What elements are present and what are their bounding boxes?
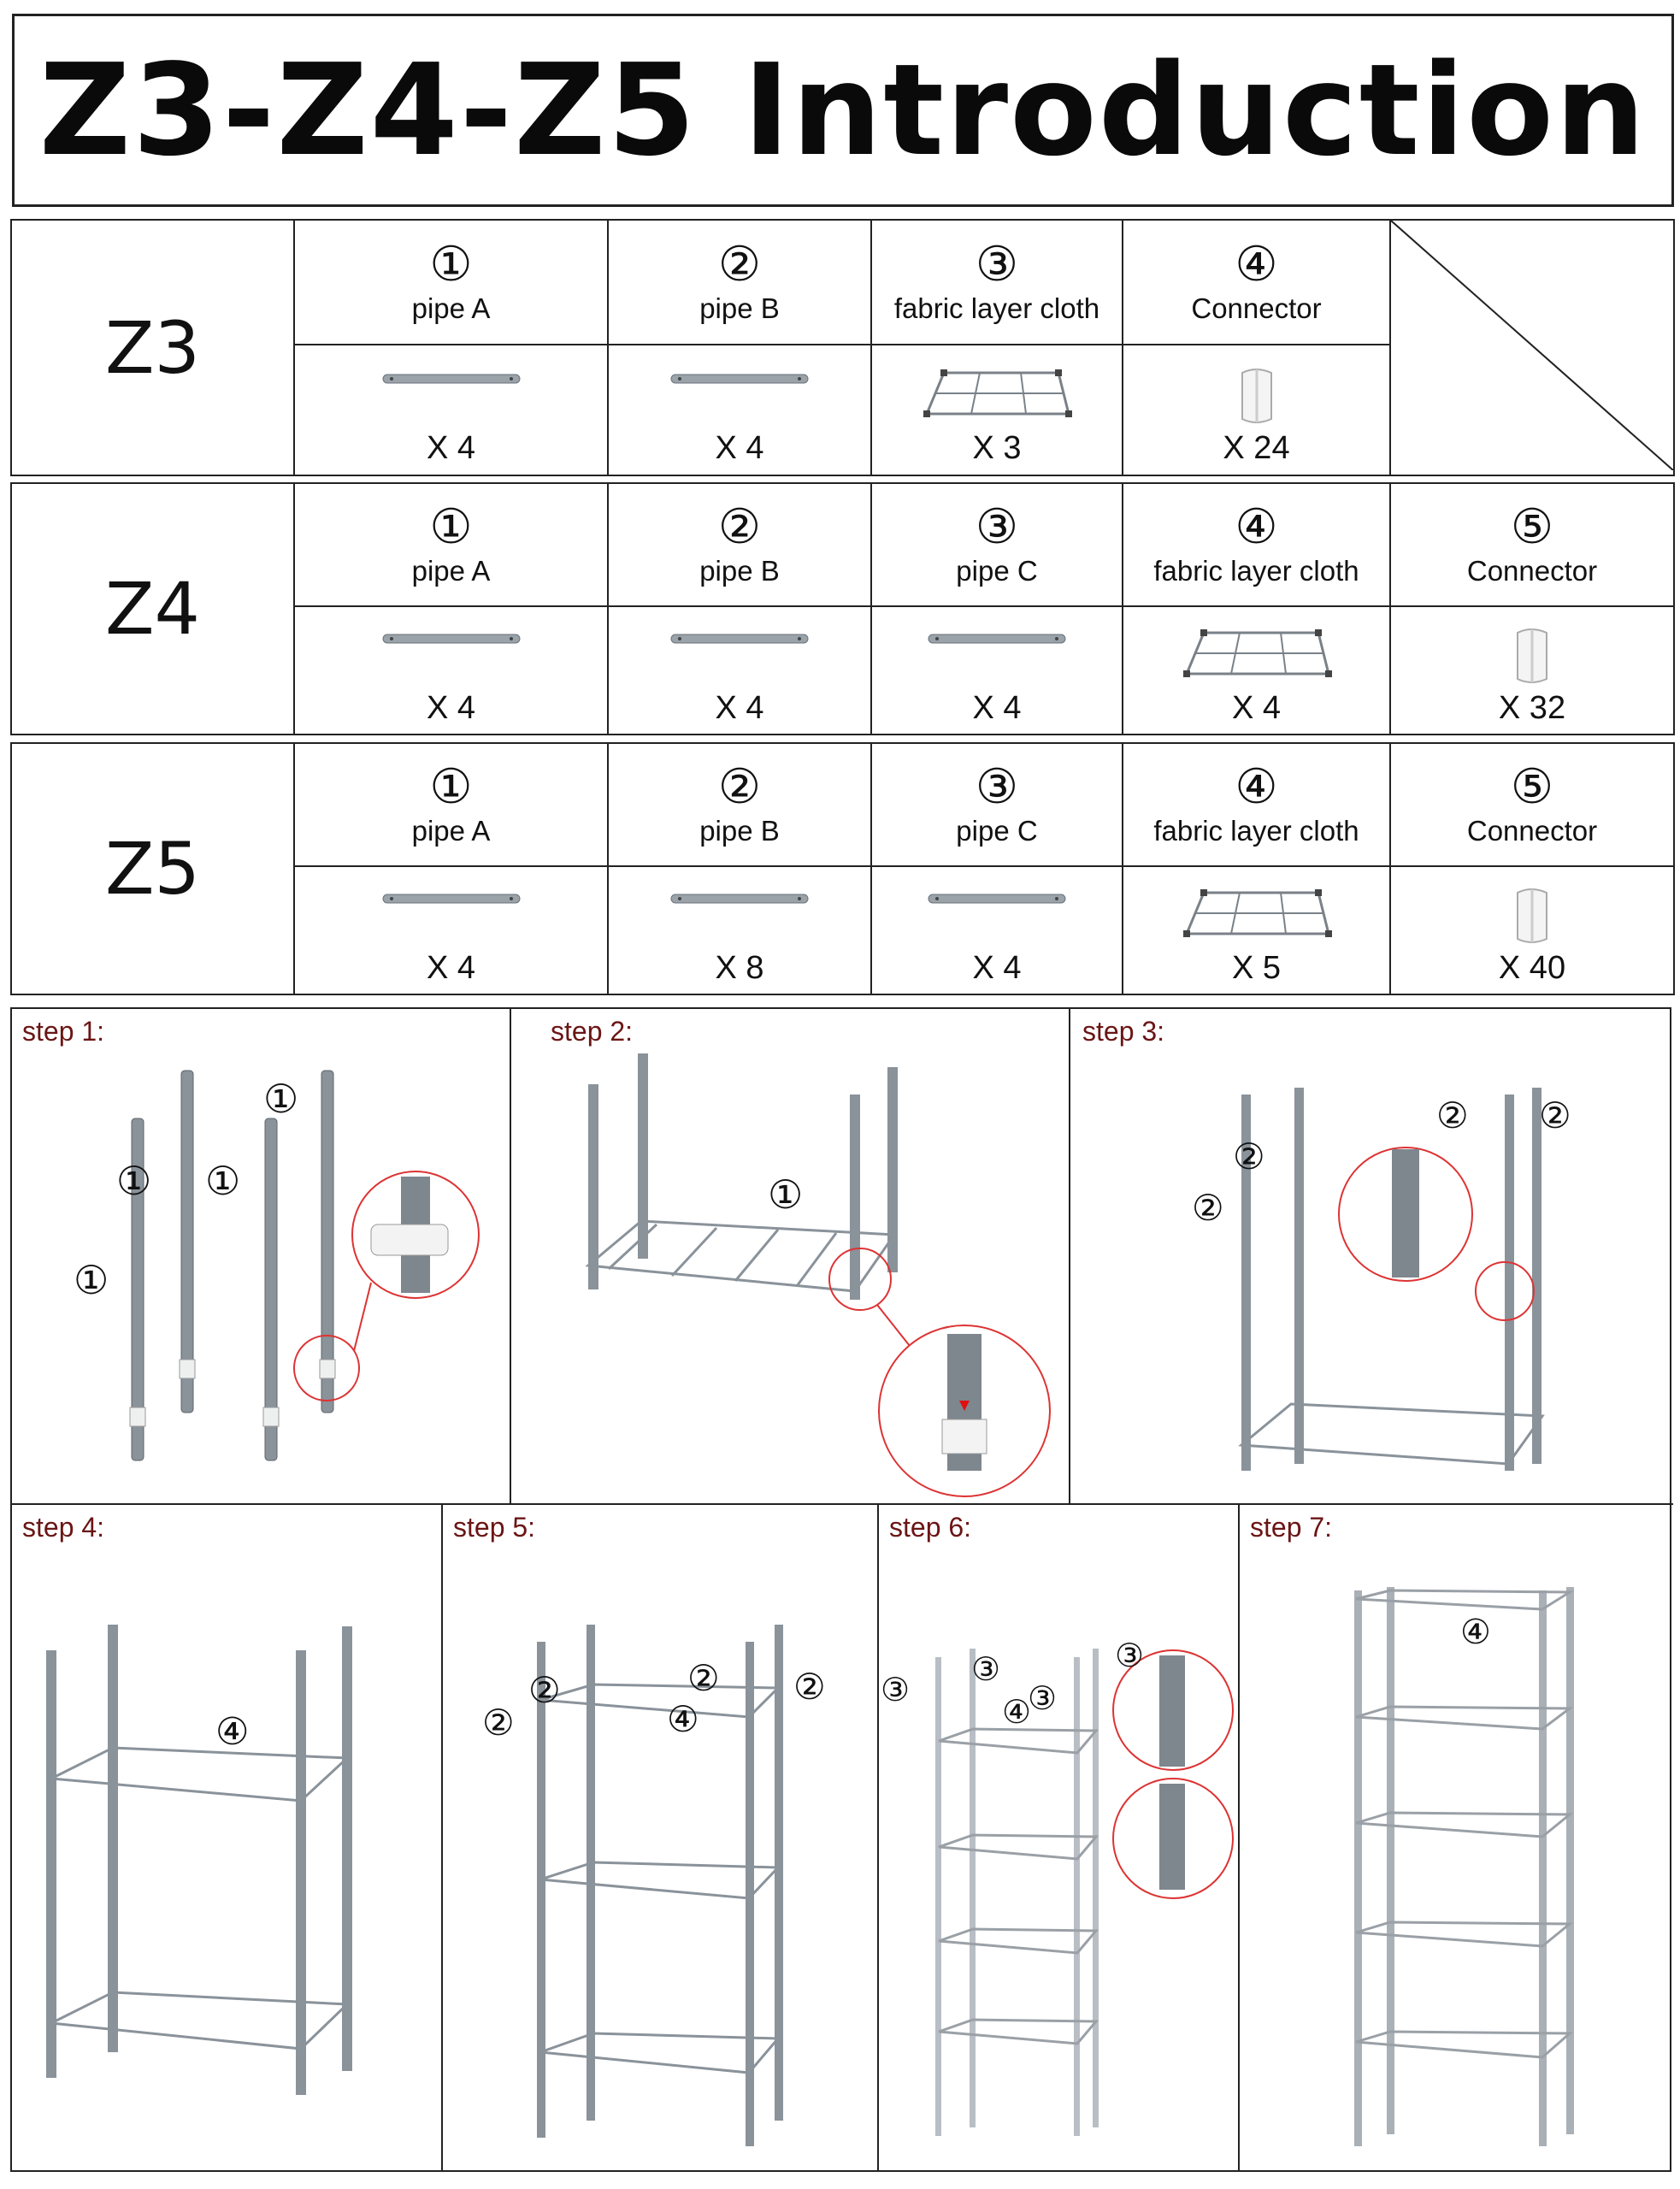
- page-title: Z3-Z4-Z5 Introduction: [38, 37, 1648, 184]
- callout-label: ②: [528, 1669, 561, 1711]
- model-label: Z5: [11, 743, 294, 994]
- part-number: ①: [429, 759, 473, 815]
- callout-label: ②: [482, 1702, 515, 1744]
- part-header: [294, 220, 608, 345]
- callout-label: ①: [205, 1158, 241, 1204]
- part-name: fabric layer cloth: [1153, 555, 1359, 587]
- step-4-panel: [12, 1505, 443, 2172]
- part-number: ④: [1235, 759, 1278, 815]
- step-5-panel: [443, 1505, 879, 2172]
- part-cell: [608, 345, 871, 475]
- part-quantity: X 4: [426, 429, 476, 466]
- part-name: pipe A: [411, 815, 491, 847]
- part-header: [1390, 743, 1674, 866]
- part-header: [294, 743, 608, 866]
- part-quantity: X 40: [1498, 950, 1566, 986]
- part-number: ④: [1235, 237, 1278, 293]
- step-6-illustration: [879, 1505, 1240, 2172]
- part-header: [1123, 483, 1390, 606]
- connector-icon: [1391, 614, 1673, 686]
- part-cell: [1123, 866, 1390, 994]
- part-header: [1123, 220, 1390, 345]
- part-quantity: X 32: [1498, 690, 1566, 726]
- part-name: pipe C: [956, 555, 1038, 587]
- step-label: step 2:: [551, 1016, 634, 1047]
- callout-label: ④: [667, 1698, 699, 1740]
- step-7-illustration: [1240, 1505, 1673, 2172]
- part-header: [1390, 483, 1674, 606]
- part-name: fabric layer cloth: [1153, 815, 1359, 847]
- part-quantity: X 4: [426, 950, 476, 986]
- callout-label: ①: [74, 1257, 109, 1303]
- step-7-panel: [1240, 1505, 1673, 2172]
- part-cell: [608, 866, 871, 994]
- part-quantity: X 4: [715, 690, 764, 726]
- step-3-panel: [1070, 1009, 1673, 1505]
- part-number: ①: [429, 237, 473, 293]
- step-2-panel: [511, 1009, 1070, 1505]
- part-number: ③: [975, 499, 1019, 555]
- part-header: [608, 483, 871, 606]
- part-cell: [871, 345, 1123, 475]
- callout-label: ③: [881, 1671, 911, 1708]
- part-number: ②: [717, 759, 762, 815]
- part-cell: [1390, 606, 1674, 735]
- step-3-illustration: [1070, 1009, 1673, 1505]
- model-label: Z4: [11, 483, 294, 735]
- part-cell: [871, 606, 1123, 735]
- step-4-illustration: [12, 1505, 443, 2172]
- part-header: [294, 483, 608, 606]
- connector-icon: [1123, 354, 1389, 426]
- callout-label: ③: [971, 1650, 1001, 1688]
- callout-label: ①: [116, 1158, 152, 1204]
- callout-label: ③: [1028, 1679, 1058, 1717]
- step-label: step 5:: [453, 1512, 536, 1543]
- callout-label: ②: [1192, 1187, 1224, 1229]
- callout-label: ②: [1539, 1094, 1571, 1136]
- shelf-icon: [1123, 874, 1389, 946]
- callout-label: ②: [793, 1666, 826, 1708]
- model-label: Z3: [11, 220, 294, 475]
- step-2-illustration: [511, 1009, 1070, 1505]
- part-header: [871, 743, 1123, 866]
- part-name: Connector: [1191, 292, 1322, 325]
- part-cell: [294, 345, 608, 475]
- part-quantity: X 4: [972, 690, 1022, 726]
- part-quantity: X 4: [715, 429, 764, 466]
- parts-table-z3: [10, 219, 1675, 476]
- pipe-icon: [295, 874, 607, 946]
- pipe-icon: [872, 874, 1122, 946]
- step-label: step 3:: [1082, 1016, 1165, 1047]
- callout-label: ①: [263, 1076, 299, 1122]
- part-header: [871, 220, 1123, 345]
- part-quantity: X 24: [1223, 429, 1290, 466]
- callout-label: ②: [1233, 1136, 1265, 1177]
- pipe-icon: [295, 614, 607, 686]
- step-label: step 6:: [889, 1512, 972, 1543]
- part-number: ②: [717, 499, 762, 555]
- part-quantity: X 8: [715, 950, 764, 986]
- part-name: pipe B: [699, 292, 780, 325]
- shelf-icon: [1123, 614, 1389, 686]
- callout-label: ②: [1436, 1094, 1469, 1136]
- part-number: ①: [429, 499, 473, 555]
- callout-label: ④: [215, 1710, 250, 1754]
- part-name: pipe A: [411, 292, 491, 325]
- step-label: step 4:: [22, 1512, 105, 1543]
- callout-label: ①: [768, 1171, 804, 1218]
- step-label: step 7:: [1250, 1512, 1333, 1543]
- part-name: pipe C: [956, 815, 1038, 847]
- part-cell: [608, 606, 871, 735]
- assembly-steps: [10, 1007, 1671, 2172]
- part-number: ②: [717, 237, 762, 293]
- pipe-icon: [872, 614, 1122, 686]
- diagonal-line-icon: [1391, 221, 1673, 470]
- part-quantity: X 3: [972, 429, 1022, 466]
- part-quantity: X 4: [972, 950, 1022, 986]
- part-name: pipe B: [699, 815, 780, 847]
- part-header: [1123, 743, 1390, 866]
- pipe-icon: [609, 354, 870, 426]
- part-quantity: X 5: [1231, 950, 1282, 986]
- step-label: step 1:: [22, 1016, 105, 1047]
- part-cell: [294, 606, 608, 735]
- connector-icon: [1391, 874, 1673, 946]
- part-header: [608, 743, 871, 866]
- part-cell: [1390, 866, 1674, 994]
- callout-label: ②: [687, 1657, 720, 1699]
- part-cell: [1123, 606, 1390, 735]
- part-header: [871, 483, 1123, 606]
- title-box: [12, 14, 1674, 207]
- pipe-icon: [609, 614, 870, 686]
- step-6-panel: [879, 1505, 1240, 2172]
- empty-cell: [1390, 220, 1674, 475]
- part-name: Connector: [1466, 555, 1598, 587]
- part-number: ⑤: [1510, 499, 1554, 555]
- part-header: [608, 220, 871, 345]
- callout-label: ④: [1460, 1613, 1491, 1652]
- part-quantity: X 4: [1231, 690, 1282, 726]
- pipe-icon: [295, 354, 607, 426]
- callout-label: ④: [1002, 1693, 1032, 1731]
- part-cell: [871, 866, 1123, 994]
- part-name: pipe A: [411, 555, 491, 587]
- part-quantity: X 4: [426, 690, 476, 726]
- part-number: ⑤: [1510, 759, 1554, 815]
- part-cell: [1123, 345, 1390, 475]
- part-number: ③: [975, 237, 1019, 293]
- part-cell: [294, 866, 608, 994]
- part-number: ④: [1235, 499, 1278, 555]
- shelf-icon: [872, 354, 1122, 426]
- part-name: fabric layer cloth: [893, 292, 1100, 325]
- pipe-icon: [609, 874, 870, 946]
- part-name: pipe B: [699, 555, 780, 587]
- step-5-illustration: [443, 1505, 879, 2172]
- part-number: ③: [975, 759, 1019, 815]
- callout-label: ③: [1115, 1637, 1145, 1674]
- parts-table-z5: [10, 742, 1675, 995]
- part-name: Connector: [1466, 815, 1598, 847]
- parts-table-z4: [10, 482, 1675, 735]
